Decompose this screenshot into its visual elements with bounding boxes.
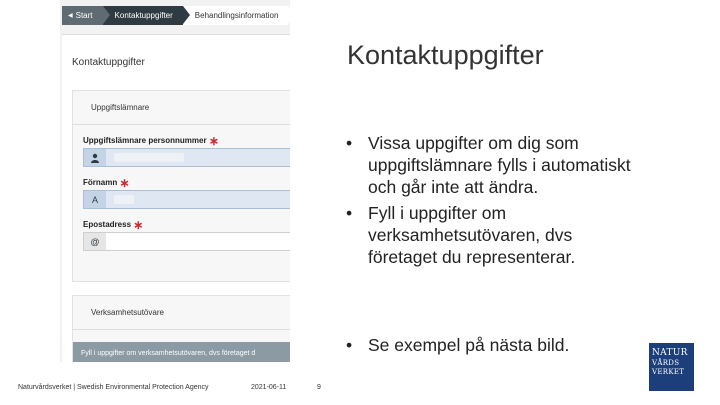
naturvardsverket-logo: [649, 343, 694, 391]
card-title: Kontaktuppgifter: [72, 57, 145, 68]
required-asterisk-icon: ∗: [133, 218, 144, 232]
form-screenshot: [60, 0, 290, 362]
fornamn-label: [83, 176, 130, 190]
info-banner: Fyll i uppgifter om verksamhetsutövaren, dvs företaget d: [73, 342, 290, 362]
fornamn-field[interactable]: [83, 190, 290, 209]
step-label: Kontaktuppgifter: [114, 11, 173, 20]
redacted-value: [114, 153, 184, 162]
bullet-text: Se exempel på nästa bild.: [368, 335, 570, 355]
step-behandlingsinformation[interactable]: [183, 6, 289, 25]
bullet-text: Fyll i uppgifter om verksamhetsutövaren, dvs företaget du representerar.: [368, 203, 576, 267]
footer-date: 2021-06-11: [251, 384, 287, 391]
progress-steps: [62, 6, 288, 25]
step-kontaktuppgifter[interactable]: [103, 6, 183, 25]
bullet-icon: •: [346, 335, 353, 355]
user-icon: [84, 149, 106, 166]
label-text: Förnamn: [83, 178, 118, 187]
bullet-list: [344, 132, 634, 355]
bullet-item: [344, 132, 634, 198]
epostadress-field[interactable]: [83, 232, 290, 251]
slide-title: Kontaktuppgifter: [347, 40, 544, 70]
redacted-value: [114, 195, 134, 204]
logo-line: VERKET: [652, 368, 685, 376]
logo-line: NATUR: [652, 348, 688, 358]
label-text: Uppgiftslämnare personnummer: [83, 136, 207, 145]
required-asterisk-icon: ∗: [208, 134, 219, 148]
bullet-item: [344, 202, 634, 268]
personnummer-label: [83, 134, 219, 148]
at-icon: @: [84, 233, 106, 250]
footer-org: Naturvårdsverket | Swedish Environmental Protection Agency: [18, 384, 209, 391]
bullet-text: Vissa uppgifter om dig som uppgiftslämnare fylls i automatiskt och går inte att ändra.: [368, 133, 631, 197]
section-divider: [73, 124, 290, 125]
bullet-item: [344, 334, 569, 356]
step-label: Behandlingsinformation: [194, 11, 279, 20]
bullet-icon: •: [346, 203, 353, 223]
personnummer-field[interactable]: [83, 148, 290, 167]
step-label: Start: [75, 11, 93, 20]
text-icon: A: [84, 191, 106, 208]
logo-line: VÅRDS: [652, 359, 680, 367]
section-title: Verksamhetsutövare: [91, 308, 164, 317]
required-asterisk-icon: ∗: [119, 176, 130, 190]
bullet-icon: •: [346, 133, 353, 153]
section-uppgiftslamnare: [72, 90, 290, 282]
epostadress-label: [83, 218, 144, 232]
section-title: Uppgiftslämnare: [91, 103, 150, 112]
back-arrow-icon: ◀: [68, 13, 73, 19]
section-verksamhetsutovare: [72, 295, 290, 362]
label-text: Epostadress: [83, 220, 132, 229]
section-divider: [73, 329, 290, 330]
step-start[interactable]: [62, 6, 103, 25]
form-card: [62, 34, 290, 362]
footer-page-number: 9: [317, 384, 321, 391]
